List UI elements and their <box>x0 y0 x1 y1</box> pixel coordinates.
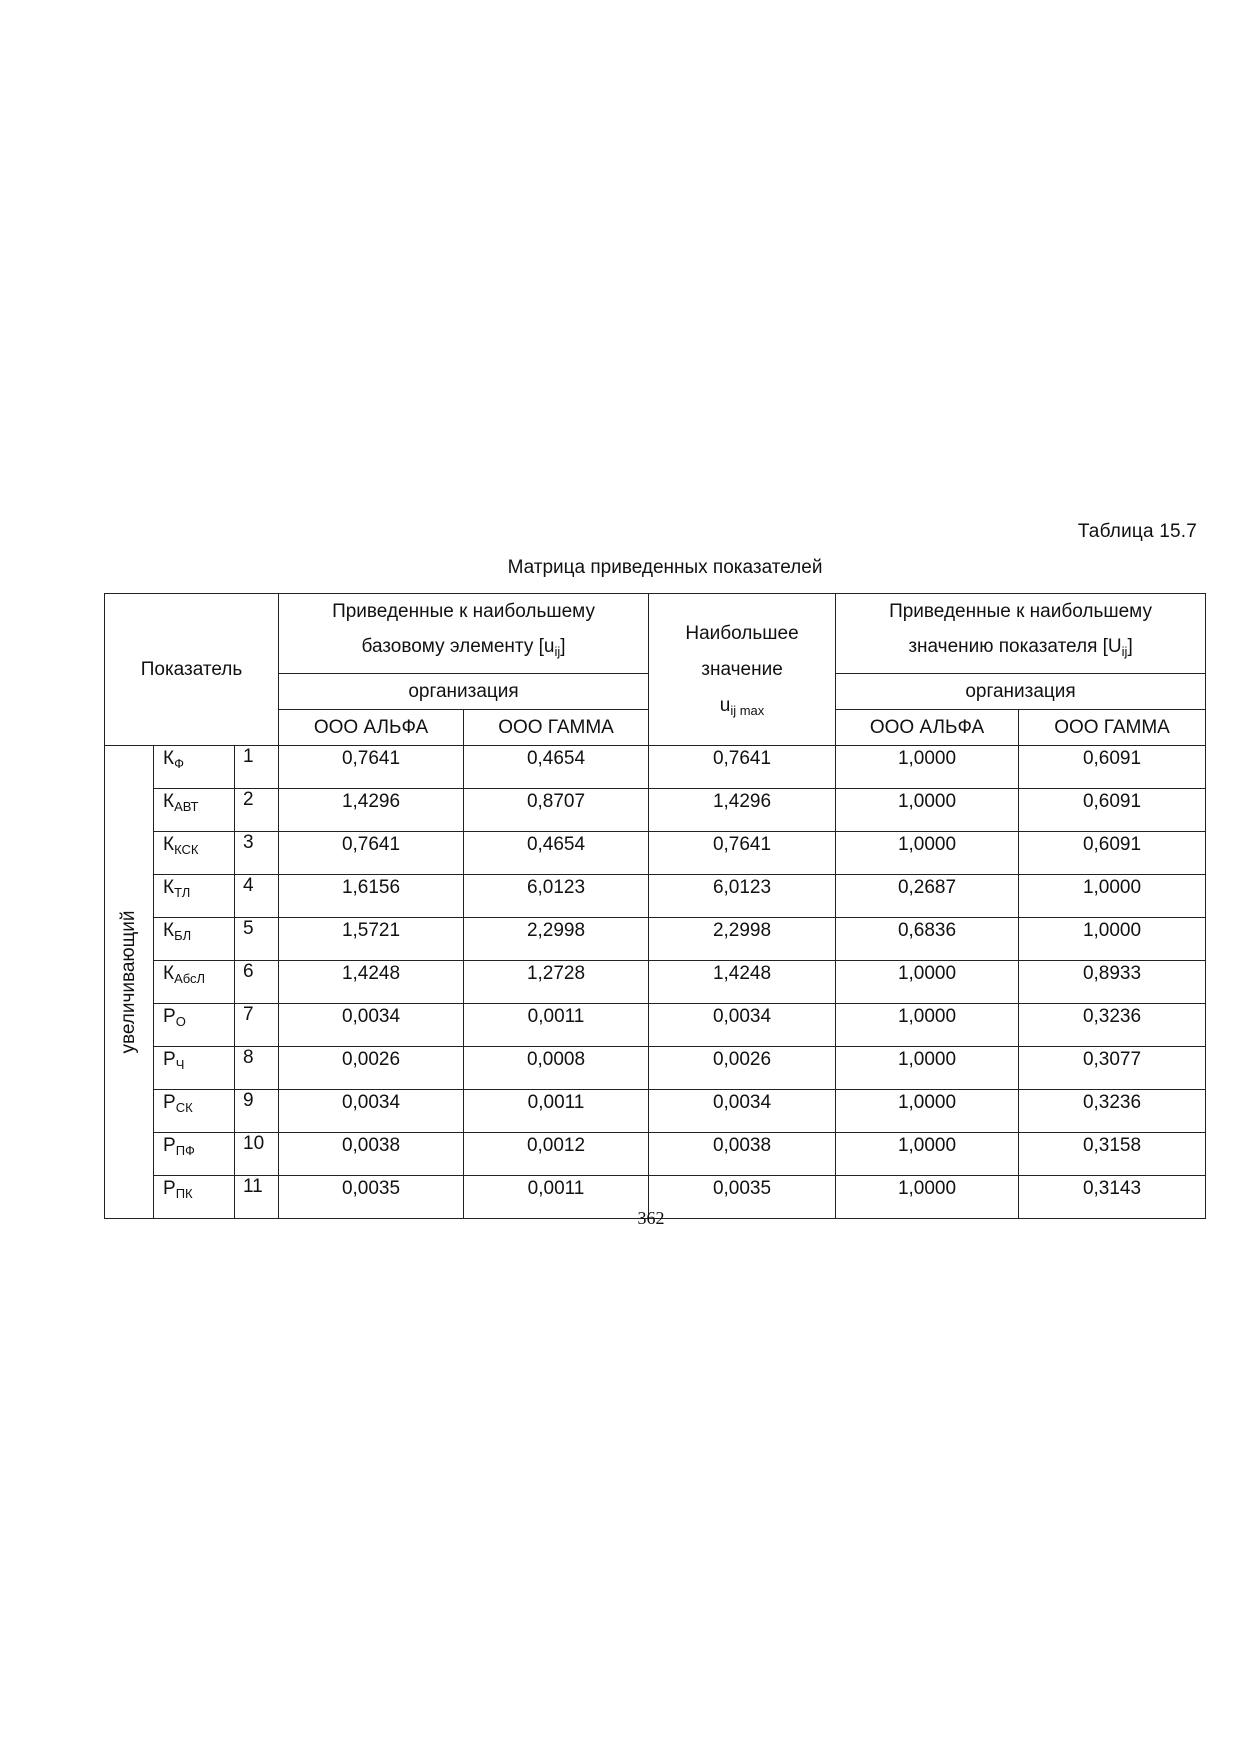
indicator-symbol <box>154 918 235 961</box>
norm-alfa-value: 1,0000 <box>836 1004 1019 1047</box>
base-gamma-value: 6,0123 <box>464 875 649 918</box>
base-alfa-value: 0,0038 <box>279 1133 464 1176</box>
norm-group-header: Приведенные к наибольшему значению показателя $[U_{ij}]$ <box>836 594 1206 674</box>
base-alfa-value: 0,0034 <box>279 1004 464 1047</box>
indicator-symbol-sub: ПК <box>175 1186 193 1201</box>
base-group-line1: Приведенные к наибольшему <box>332 601 595 622</box>
norm-gamma-value: 0,3143 <box>1019 1176 1206 1219</box>
table-title: Матрица приведенных показателей <box>507 557 823 578</box>
indicator-symbol <box>154 1090 235 1133</box>
row-number: 5 <box>235 918 279 961</box>
row-number: 6 <box>235 961 279 1004</box>
norm-alfa-value: 0,6836 <box>836 918 1019 961</box>
indicator-symbol-letter: К <box>163 748 175 769</box>
table-row <box>105 1133 1206 1176</box>
base-alfa-value: 1,4296 <box>279 789 464 832</box>
base-org2-header: ООО ГАММА <box>464 710 649 746</box>
row-number: 11 <box>235 1176 279 1219</box>
indicator-symbol-sub: СК <box>175 1100 193 1115</box>
indicator-symbol-sub: Ч <box>175 1057 185 1072</box>
indicator-symbol <box>154 832 235 875</box>
indicator-header-label: Показатель <box>140 658 243 680</box>
max-value: 0,0038 <box>649 1133 836 1176</box>
max-value-sub: ij max <box>730 702 765 718</box>
max-value: 1,4248 <box>649 961 836 1004</box>
indicator-symbol-letter: К <box>163 920 175 941</box>
max-value-header <box>649 594 836 746</box>
indicator-symbol-sub: ПФ <box>175 1143 195 1158</box>
max-value-line2: значение <box>701 658 783 680</box>
base-gamma-value: 0,0008 <box>464 1047 649 1090</box>
indicator-symbol <box>154 1133 235 1176</box>
max-value: 2,2998 <box>649 918 836 961</box>
max-value: 0,0034 <box>649 1090 836 1133</box>
indicator-header <box>105 594 279 746</box>
indicator-symbol-letter: К <box>163 963 175 984</box>
base-gamma-value: 0,0012 <box>464 1133 649 1176</box>
indicator-symbol <box>154 746 235 789</box>
indicator-symbol-letter: К <box>163 791 175 812</box>
norm-gamma-value: 0,3077 <box>1019 1047 1206 1090</box>
norm-gamma-value: 0,6091 <box>1019 832 1206 875</box>
row-number: 10 <box>235 1133 279 1176</box>
base-gamma-value: 1,2728 <box>464 961 649 1004</box>
indicator-symbol <box>154 875 235 918</box>
norm-gamma-value: 1,0000 <box>1019 918 1206 961</box>
table-row <box>105 1004 1206 1047</box>
base-alfa-value: 1,4248 <box>279 961 464 1004</box>
max-value: 0,0026 <box>649 1047 836 1090</box>
norm-gamma-value: 1,0000 <box>1019 875 1206 918</box>
row-number: 2 <box>235 789 279 832</box>
indicator-symbol-letter: К <box>163 834 175 855</box>
norm-gamma-value: 0,6091 <box>1019 789 1206 832</box>
row-number: 4 <box>235 875 279 918</box>
base-alfa-value: 1,6156 <box>279 875 464 918</box>
base-gamma-value: 0,0011 <box>464 1176 649 1219</box>
indicator-symbol-sub: КСК <box>174 842 199 857</box>
norm-gamma-value: 0,3236 <box>1019 1090 1206 1133</box>
header-row-1 <box>105 594 1206 674</box>
norm-group-sub: ij <box>1121 644 1128 659</box>
norm-gamma-value: 0,3158 <box>1019 1133 1206 1176</box>
norm-group-line2: значению показателя [U <box>908 636 1122 657</box>
base-group-sub: ij <box>554 644 561 659</box>
norm-alfa-value: 1,0000 <box>836 832 1019 875</box>
norm-alfa-value: 1,0000 <box>836 1090 1019 1133</box>
base-gamma-value: 0,4654 <box>464 746 649 789</box>
max-value: 0,0034 <box>649 1004 836 1047</box>
indicator-symbol <box>154 961 235 1004</box>
base-gamma-value: 0,0011 <box>464 1090 649 1133</box>
norm-gamma-value: 0,3236 <box>1019 1004 1206 1047</box>
table-row <box>105 875 1206 918</box>
norm-alfa-value: 1,0000 <box>836 789 1019 832</box>
max-value: 0,7641 <box>649 746 836 789</box>
indicator-symbol-sub: АбсЛ <box>174 971 206 986</box>
norm-alfa-value: 0,2687 <box>836 875 1019 918</box>
max-value: 6,0123 <box>649 875 836 918</box>
indicator-symbol-sub: Ф <box>174 756 184 771</box>
max-value-line1: Наибольшее <box>685 622 799 644</box>
row-number: 9 <box>235 1090 279 1133</box>
group-label: увеличивающий <box>118 910 140 1054</box>
max-value: 0,7641 <box>649 832 836 875</box>
max-value: 1,4296 <box>649 789 836 832</box>
base-gamma-value: 0,0011 <box>464 1004 649 1047</box>
indicator-symbol-sub: О <box>175 1014 186 1029</box>
indicator-symbol-sub: ТЛ <box>174 885 191 900</box>
table-row <box>105 961 1206 1004</box>
reduced-indicators-matrix <box>104 593 1206 1219</box>
norm-group-line1: Приведенные к наибольшему <box>889 601 1152 622</box>
base-alfa-value: 0,0026 <box>279 1047 464 1090</box>
group-label-cell <box>105 746 154 1219</box>
norm-org1-header: ООО АЛЬФА <box>836 710 1019 746</box>
table-row <box>105 789 1206 832</box>
indicator-symbol-letter: Р <box>163 1049 176 1070</box>
indicator-symbol-letter: Р <box>163 1135 176 1156</box>
norm-organization-header: организация <box>836 674 1206 710</box>
norm-gamma-value: 0,6091 <box>1019 746 1206 789</box>
indicator-symbol-letter: Р <box>163 1178 176 1199</box>
norm-alfa-value: 1,0000 <box>836 1047 1019 1090</box>
indicator-symbol-letter: Р <box>163 1092 176 1113</box>
indicator-symbol-letter: Р <box>163 1006 176 1027</box>
base-alfa-value: 0,0034 <box>279 1090 464 1133</box>
norm-alfa-value: 1,0000 <box>836 961 1019 1004</box>
base-gamma-value: 0,4654 <box>464 832 649 875</box>
indicator-symbol <box>154 1047 235 1090</box>
indicator-symbol-sub: БЛ <box>174 928 192 943</box>
max-value-symbol: u <box>719 694 731 716</box>
base-group-line2: базовому элементу [u <box>361 636 555 657</box>
norm-alfa-value: 1,0000 <box>836 1133 1019 1176</box>
table-row <box>105 832 1206 875</box>
norm-gamma-value: 0,8933 <box>1019 961 1206 1004</box>
indicator-symbol <box>154 789 235 832</box>
base-organization-header: организация <box>279 674 649 710</box>
row-number: 7 <box>235 1004 279 1047</box>
base-gamma-value: 2,2998 <box>464 918 649 961</box>
base-alfa-value: 1,5721 <box>279 918 464 961</box>
indicator-symbol-letter: К <box>163 877 175 898</box>
table-row <box>105 746 1206 789</box>
norm-alfa-value: 1,0000 <box>836 746 1019 789</box>
row-number: 8 <box>235 1047 279 1090</box>
max-value: 0,0035 <box>649 1176 836 1219</box>
row-number: 3 <box>235 832 279 875</box>
row-number: 1 <box>235 746 279 789</box>
table-row <box>105 1090 1206 1133</box>
page-number: 362 <box>637 1208 665 1228</box>
indicator-symbol <box>154 1004 235 1047</box>
base-alfa-value: 0,0035 <box>279 1176 464 1219</box>
table-row <box>105 918 1206 961</box>
base-alfa-value: 0,7641 <box>279 832 464 875</box>
base-group-header: Приведенные к наибольшему базовому элементу $[u_{ij}]$ <box>279 594 649 674</box>
base-alfa-value: 0,7641 <box>279 746 464 789</box>
norm-org2-header: ООО ГАММА <box>1019 710 1206 746</box>
norm-alfa-value: 1,0000 <box>836 1176 1019 1219</box>
table-number: Таблица 15.7 <box>1077 521 1197 542</box>
base-gamma-value: 0,8707 <box>464 789 649 832</box>
indicator-symbol-sub: АВТ <box>174 799 199 814</box>
table-row <box>105 1047 1206 1090</box>
base-org1-header: ООО АЛЬФА <box>279 710 464 746</box>
